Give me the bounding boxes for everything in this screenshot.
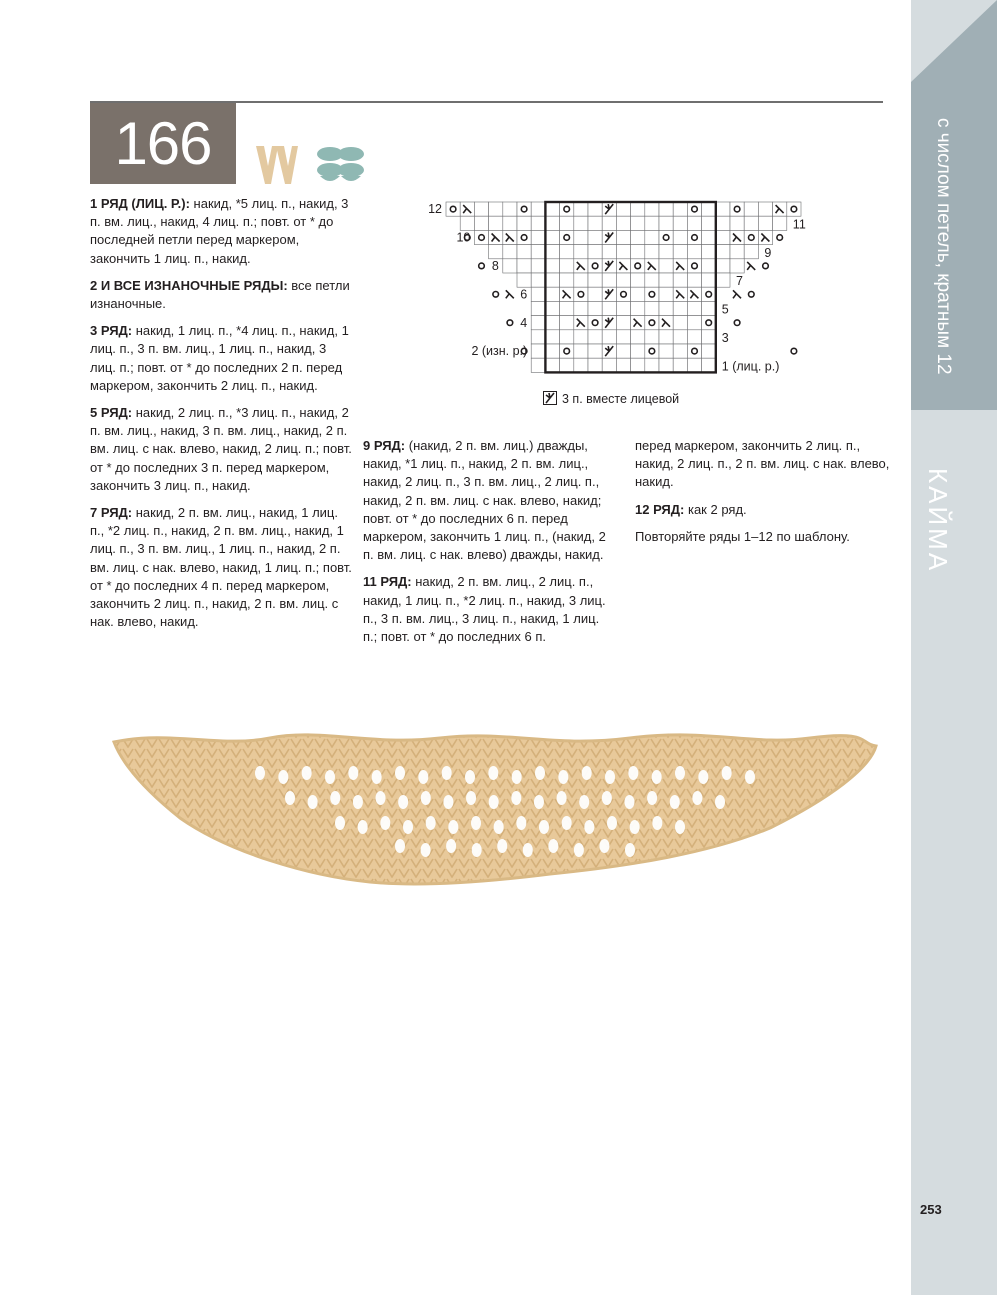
chart-cell: [631, 230, 645, 244]
chart-cell: [574, 245, 588, 259]
lace-hole: [471, 816, 481, 830]
chart-cell: [787, 202, 801, 216]
chart-cell: [659, 273, 673, 287]
lace-hole: [358, 820, 368, 834]
chart-cell: [531, 202, 545, 216]
lace-hole: [523, 843, 533, 857]
chart-cell: [687, 202, 701, 216]
lace-hole: [579, 795, 589, 809]
chart-cell: [531, 344, 545, 358]
chart-legend: [543, 391, 679, 406]
lace-hole: [353, 795, 363, 809]
chart-cell: [645, 301, 659, 315]
chart-cell: [574, 202, 588, 216]
chart-cell: [545, 344, 559, 358]
chart-cell: [588, 259, 602, 273]
chart-cell: [673, 202, 687, 216]
lace-hole: [489, 795, 499, 809]
chart-cell: [716, 230, 730, 244]
chart-cell: [673, 273, 687, 287]
lace-hole: [512, 770, 522, 784]
chart-cell: [588, 202, 602, 216]
lace-hole: [348, 766, 358, 780]
chart-cell: [545, 301, 559, 315]
chart-cell: [560, 273, 574, 287]
chart-cell: [616, 358, 630, 372]
chart-cell: [645, 230, 659, 244]
chart-cell: [659, 259, 673, 273]
lace-hole: [395, 839, 405, 853]
instructions-column-1: [90, 195, 352, 640]
lace-hole: [558, 770, 568, 784]
chart-cell: [716, 259, 730, 273]
chart-cell: [460, 216, 474, 230]
yarn-over-symbol: [493, 292, 499, 298]
lace-hole: [511, 791, 521, 805]
lace-hole: [443, 795, 453, 809]
chart-cell: [659, 301, 673, 315]
row-instruction: 3 РЯД: накид, 1 лиц. п., *4 лиц. п., накид, 1 лиц. п., 3 п. вм. лиц., 1 лиц. п., накид, 3 лиц. п.; повт. от * до последних 2 п. перед маркером, закончить 2 лиц. п., накид.: [90, 323, 349, 393]
lace-hole: [628, 766, 638, 780]
chart-cell: [631, 259, 645, 273]
row-instruction: 1 РЯД (ЛИЦ. Р.): накид, *5 лиц. п., накид, 3 п. вм. лиц., накид, 4 лиц. п.; повт. от * до последней петли перед маркером, закончить 1 лиц. п., накид.: [90, 196, 349, 266]
chart-cell: [687, 273, 701, 287]
chart-cell: [702, 344, 716, 358]
yarn-over-symbol: [479, 263, 485, 269]
chart-cell: [744, 230, 758, 244]
chart-cell: [545, 316, 559, 330]
row-instruction: перед маркером, закончить 2 лиц. п., накид, 2 лиц. п., 2 п. вм. лиц. с нак. влево, накид.: [635, 438, 890, 490]
purl-stitch-icon: [317, 147, 364, 181]
lace-hole: [330, 791, 340, 805]
lace-hole: [426, 816, 436, 830]
lace-hole: [675, 766, 685, 780]
chart-cell: [687, 316, 701, 330]
pattern-number: 166: [90, 103, 236, 184]
chart-cell: [531, 259, 545, 273]
chart-cell: [645, 344, 659, 358]
knitting-chart: [420, 198, 820, 383]
chart-cell: [659, 287, 673, 301]
chart-cell: [687, 216, 701, 230]
chart-cell: [702, 287, 716, 301]
chart-cell: [687, 230, 701, 244]
chart-cell: [631, 287, 645, 301]
chart-cell: [574, 358, 588, 372]
chart-cell: [631, 358, 645, 372]
chart-cell: [517, 259, 531, 273]
lace-hole: [398, 795, 408, 809]
row-instruction: Повторяйте ряды 1–12 по шаблону.: [635, 528, 850, 544]
lace-hole: [652, 816, 662, 830]
chart-cell: [602, 216, 616, 230]
chart-cell: [687, 245, 701, 259]
chart-cell: [503, 202, 517, 216]
lace-hole: [497, 839, 507, 853]
chart-cell: [702, 259, 716, 273]
chart-cell: [702, 230, 716, 244]
chart-cell: [503, 245, 517, 259]
knitted-swatch-photo: [110, 728, 880, 898]
chart-cell: [702, 245, 716, 259]
chart-cell: [673, 344, 687, 358]
row-label-right: 5: [721, 302, 729, 317]
chart-cell: [545, 358, 559, 372]
row-label-right: 11: [792, 217, 806, 232]
yarn-over-symbol: [777, 235, 783, 241]
lace-hole: [599, 839, 609, 853]
lace-hole: [539, 820, 549, 834]
lace-hole: [692, 791, 702, 805]
chart-cell: [560, 202, 574, 216]
lace-hole: [605, 770, 615, 784]
chart-cell: [545, 287, 559, 301]
chart-cell: [531, 358, 545, 372]
lace-hole: [380, 816, 390, 830]
chart-cell: [531, 330, 545, 344]
decrease-symbol: [506, 290, 514, 298]
sidebar-shape: [911, 0, 997, 470]
chart-cell: [702, 273, 716, 287]
chart-cell: [588, 273, 602, 287]
chart-cell: [631, 216, 645, 230]
lace-hole: [607, 816, 617, 830]
row-label-right: 7: [736, 274, 743, 289]
chart-cell: [531, 287, 545, 301]
lace-hole: [418, 770, 428, 784]
row-instruction: 11 РЯД: накид, 2 п. вм. лиц., 2 лиц. п., накид, 1 лиц. п., *2 лиц. п., накид, 3 лиц. п., 3 п. вм. лиц., 3 лиц. п., накид, 1 лиц. п.; повт. от * до последних 6 п.: [363, 574, 606, 645]
chart-cell: [588, 358, 602, 372]
yarn-over-symbol: [734, 320, 740, 326]
chart-cell: [545, 273, 559, 287]
yarn-over-symbol: [507, 320, 513, 326]
lace-hole: [574, 843, 584, 857]
chart-cell: [616, 216, 630, 230]
legend-label: 3 п. вместе лицевой: [562, 392, 680, 406]
lace-hole: [421, 843, 431, 857]
chart-cell: [631, 202, 645, 216]
chart-cell: [474, 230, 488, 244]
sidebar-category-text: с числом петель, кратным 12: [933, 118, 954, 375]
lace-hole: [535, 766, 545, 780]
chart-cell: [588, 216, 602, 230]
lace-hole: [285, 791, 295, 805]
chart-cell: [673, 230, 687, 244]
chart-cell: [588, 245, 602, 259]
chart-cell: [645, 358, 659, 372]
chart-cell: [631, 330, 645, 344]
chart-cell: [744, 245, 758, 259]
chart-cell: [517, 216, 531, 230]
chart-cell: [673, 316, 687, 330]
chart-cell: [531, 230, 545, 244]
chart-cell: [645, 202, 659, 216]
lace-hole: [534, 795, 544, 809]
chart-cell: [545, 245, 559, 259]
chart-cell: [645, 316, 659, 330]
chart-cell: [588, 330, 602, 344]
chart-cell: [659, 216, 673, 230]
chart-cell: [560, 316, 574, 330]
chart-cell: [531, 245, 545, 259]
difficulty-icon: [254, 144, 366, 186]
chart-cell: [744, 202, 758, 216]
lace-hole: [488, 766, 498, 780]
lace-hole: [715, 795, 725, 809]
chart-cell: [503, 216, 517, 230]
lace-hole: [698, 770, 708, 784]
chart-cell: [673, 301, 687, 315]
chart-cell: [645, 330, 659, 344]
chart-cell: [503, 259, 517, 273]
chart-cell: [659, 330, 673, 344]
chart-cell: [659, 344, 673, 358]
chart-cell: [659, 202, 673, 216]
chart-cell: [531, 301, 545, 315]
chart-cell: [744, 216, 758, 230]
lace-hole: [548, 839, 558, 853]
chart-cell: [659, 358, 673, 372]
chart-cell: [574, 344, 588, 358]
lace-hole: [335, 816, 345, 830]
row-label-left: 6: [520, 287, 528, 302]
chart-cell: [730, 216, 744, 230]
chart-cell: [645, 245, 659, 259]
instructions-column-2: [363, 437, 613, 655]
page-number: 253: [920, 1202, 942, 1217]
chart-cell: [687, 358, 701, 372]
lace-hole: [670, 795, 680, 809]
chart-cell: [702, 316, 716, 330]
chart-cell: [560, 245, 574, 259]
chart-cell: [716, 216, 730, 230]
chart-cell: [588, 287, 602, 301]
chart-cell: [773, 216, 787, 230]
chart-cell: [489, 202, 503, 216]
row-label-left: 8: [491, 259, 499, 273]
chart-cell: [560, 330, 574, 344]
sidebar: [911, 0, 997, 1295]
lace-hole: [372, 770, 382, 784]
row-label-left: 4: [520, 315, 528, 330]
chart-cell: [588, 230, 602, 244]
chart-cell: [602, 358, 616, 372]
chart-cell: [574, 216, 588, 230]
lace-hole: [494, 820, 504, 834]
row-instruction: 5 РЯД: накид, 2 лиц. п., *3 лиц. п., накид, 2 п. вм. лиц., накид, 3 п. вм. лиц., накид, 2 п. вм. лиц. с нак. влево, накид, 2 лиц. п.; повт. от * до последних 3 п. перед маркером, закончить 3 лиц. п., накид.: [90, 405, 352, 493]
lace-hole: [602, 791, 612, 805]
chart-cell: [560, 259, 574, 273]
lace-hole: [403, 820, 413, 834]
chart-cell: [673, 358, 687, 372]
chart-cell: [702, 330, 716, 344]
chart-cell: [560, 230, 574, 244]
lace-hole: [624, 795, 634, 809]
chart-cell: [645, 287, 659, 301]
chart-cell: [645, 216, 659, 230]
k3tog-symbol-icon: [543, 391, 557, 405]
chart-cell: [474, 216, 488, 230]
lace-hole: [465, 770, 475, 784]
yarn-over-symbol: [749, 292, 755, 298]
lace-hole: [647, 791, 657, 805]
lace-hole: [625, 843, 635, 857]
chart-cell: [602, 273, 616, 287]
chart-cell: [631, 344, 645, 358]
lace-hole: [446, 839, 456, 853]
lace-hole: [562, 816, 572, 830]
yarn-over-symbol: [763, 263, 769, 269]
chart-cell: [545, 216, 559, 230]
row-label-right: 9: [764, 245, 772, 260]
lace-hole: [472, 843, 482, 857]
chart-cell: [716, 245, 730, 259]
lace-hole: [255, 766, 265, 780]
chart-cell: [517, 230, 531, 244]
chart-cell: [702, 358, 716, 372]
chart-cell: [673, 330, 687, 344]
chart-cell: [716, 273, 730, 287]
row-instruction: 2 И ВСЕ ИЗНАНОЧНЫЕ РЯДЫ: все петли изнаночные.: [90, 277, 350, 312]
lace-hole: [325, 770, 335, 784]
lace-hole: [466, 791, 476, 805]
chart-cell: [574, 287, 588, 301]
row-label-left: 10: [456, 230, 471, 245]
chart-cell: [588, 301, 602, 315]
row-instruction: 12 РЯД: как 2 ряд.: [635, 501, 747, 517]
lace-hole: [557, 791, 567, 805]
row-instruction: 9 РЯД: (накид, 2 п. вм. лиц.) дважды, накид, *1 лиц. п., накид, 2 п. вм. лиц., накид, 2 лиц. п., 3 п. вм. лиц., 2 лиц. п., накид, 2 п. вм. лиц. с нак. влево, накид; повт. от * до последних 6 п. перед маркером, закончить 1 лиц. п., (накид, 2 п. вм. лиц. с нак. влево) дважды, накид.: [363, 438, 606, 563]
chart-cell: [446, 202, 460, 216]
row-label-right: 1 (лиц. р.): [721, 359, 780, 374]
chart-cell: [545, 259, 559, 273]
chart-cell: [631, 245, 645, 259]
chart-cell: [616, 330, 630, 344]
lace-hole: [652, 770, 662, 784]
chart-cell: [730, 259, 744, 273]
chart-cell: [560, 301, 574, 315]
chart-cell: [730, 202, 744, 216]
chart-cell: [517, 245, 531, 259]
chart-cell: [616, 301, 630, 315]
instructions-column-3: [635, 437, 890, 555]
chart-cell: [687, 301, 701, 315]
chart-cell: [702, 301, 716, 315]
chart-cell: [616, 316, 630, 330]
chart-cell: [616, 287, 630, 301]
chart-cell: [489, 245, 503, 259]
lace-hole: [745, 770, 755, 784]
chart-cell: [673, 245, 687, 259]
chart-cell: [616, 230, 630, 244]
lace-hole: [302, 766, 312, 780]
chart-cell: [758, 202, 772, 216]
chart-cell: [560, 358, 574, 372]
chart-cell: [574, 301, 588, 315]
chart-cell: [588, 316, 602, 330]
chart-cell: [631, 273, 645, 287]
lace-hole: [722, 766, 732, 780]
chart-cell: [489, 216, 503, 230]
chart-cell: [602, 330, 616, 344]
chart-cell: [687, 259, 701, 273]
lace-hole: [582, 766, 592, 780]
chart-cell: [474, 202, 488, 216]
chart-cell: [758, 216, 772, 230]
chart-cell: [616, 202, 630, 216]
chart-cell: [560, 344, 574, 358]
lace-hole: [584, 820, 594, 834]
chart-cell: [545, 202, 559, 216]
chart-cell: [545, 230, 559, 244]
lace-hole: [675, 820, 685, 834]
chart-cell: [716, 202, 730, 216]
chart-cell: [531, 273, 545, 287]
chart-cell: [531, 216, 545, 230]
lace-hole: [395, 766, 405, 780]
chart-cell: [659, 230, 673, 244]
row-label-right: 3: [721, 331, 729, 345]
chart-cell: [545, 330, 559, 344]
lace-hole: [421, 791, 431, 805]
chart-cell: [531, 316, 545, 330]
chart-cell: [574, 273, 588, 287]
row-label-left: 12: [428, 202, 442, 217]
chart-cell: [659, 245, 673, 259]
chart-cell: [616, 245, 630, 259]
decrease-symbol: [747, 262, 755, 270]
chart-cell: [687, 344, 701, 358]
chart-cell: [602, 245, 616, 259]
chart-cell: [702, 202, 716, 216]
decrease-symbol: [733, 290, 741, 298]
lace-hole: [442, 766, 452, 780]
lace-hole: [278, 770, 288, 784]
lace-hole: [376, 791, 386, 805]
chart-cell: [560, 216, 574, 230]
chart-cell: [517, 273, 531, 287]
chart-cell: [517, 202, 531, 216]
chart-cell: [631, 301, 645, 315]
knit-stitch-icon: [256, 146, 298, 184]
lace-hole: [448, 820, 458, 834]
chart-cell: [616, 273, 630, 287]
chart-cell: [574, 330, 588, 344]
row-instruction: 7 РЯД: накид, 2 п. вм. лиц., накид, 1 лиц. п., *2 лиц. п., накид, 2 п. вм. лиц., накид, 1 лиц. п., 3 п. вм. лиц., 1 лиц. п., накид, 2 п. вм. лиц. с нак. влево, накид, 1 лиц. п.; повт. от * до последних 4 п. перед маркером, закончить 2 лиц. п., накид, 2 п. вм. лиц. с нак. влево, накид.: [90, 505, 352, 630]
chart-cell: [645, 273, 659, 287]
chart-cell: [602, 301, 616, 315]
chart-cell: [673, 216, 687, 230]
lace-hole: [308, 795, 318, 809]
lace-hole: [630, 820, 640, 834]
lace-hole: [516, 816, 526, 830]
chart-cell: [687, 330, 701, 344]
chart-cell: [588, 344, 602, 358]
chart-cell: [616, 344, 630, 358]
chart-cell: [702, 216, 716, 230]
sidebar-section-title: КАЙМА: [923, 468, 953, 574]
row-label-left: 2 (изн. р.): [471, 344, 528, 359]
chart-cell: [574, 230, 588, 244]
yarn-over-symbol: [791, 348, 797, 354]
chart-cell: [730, 245, 744, 259]
